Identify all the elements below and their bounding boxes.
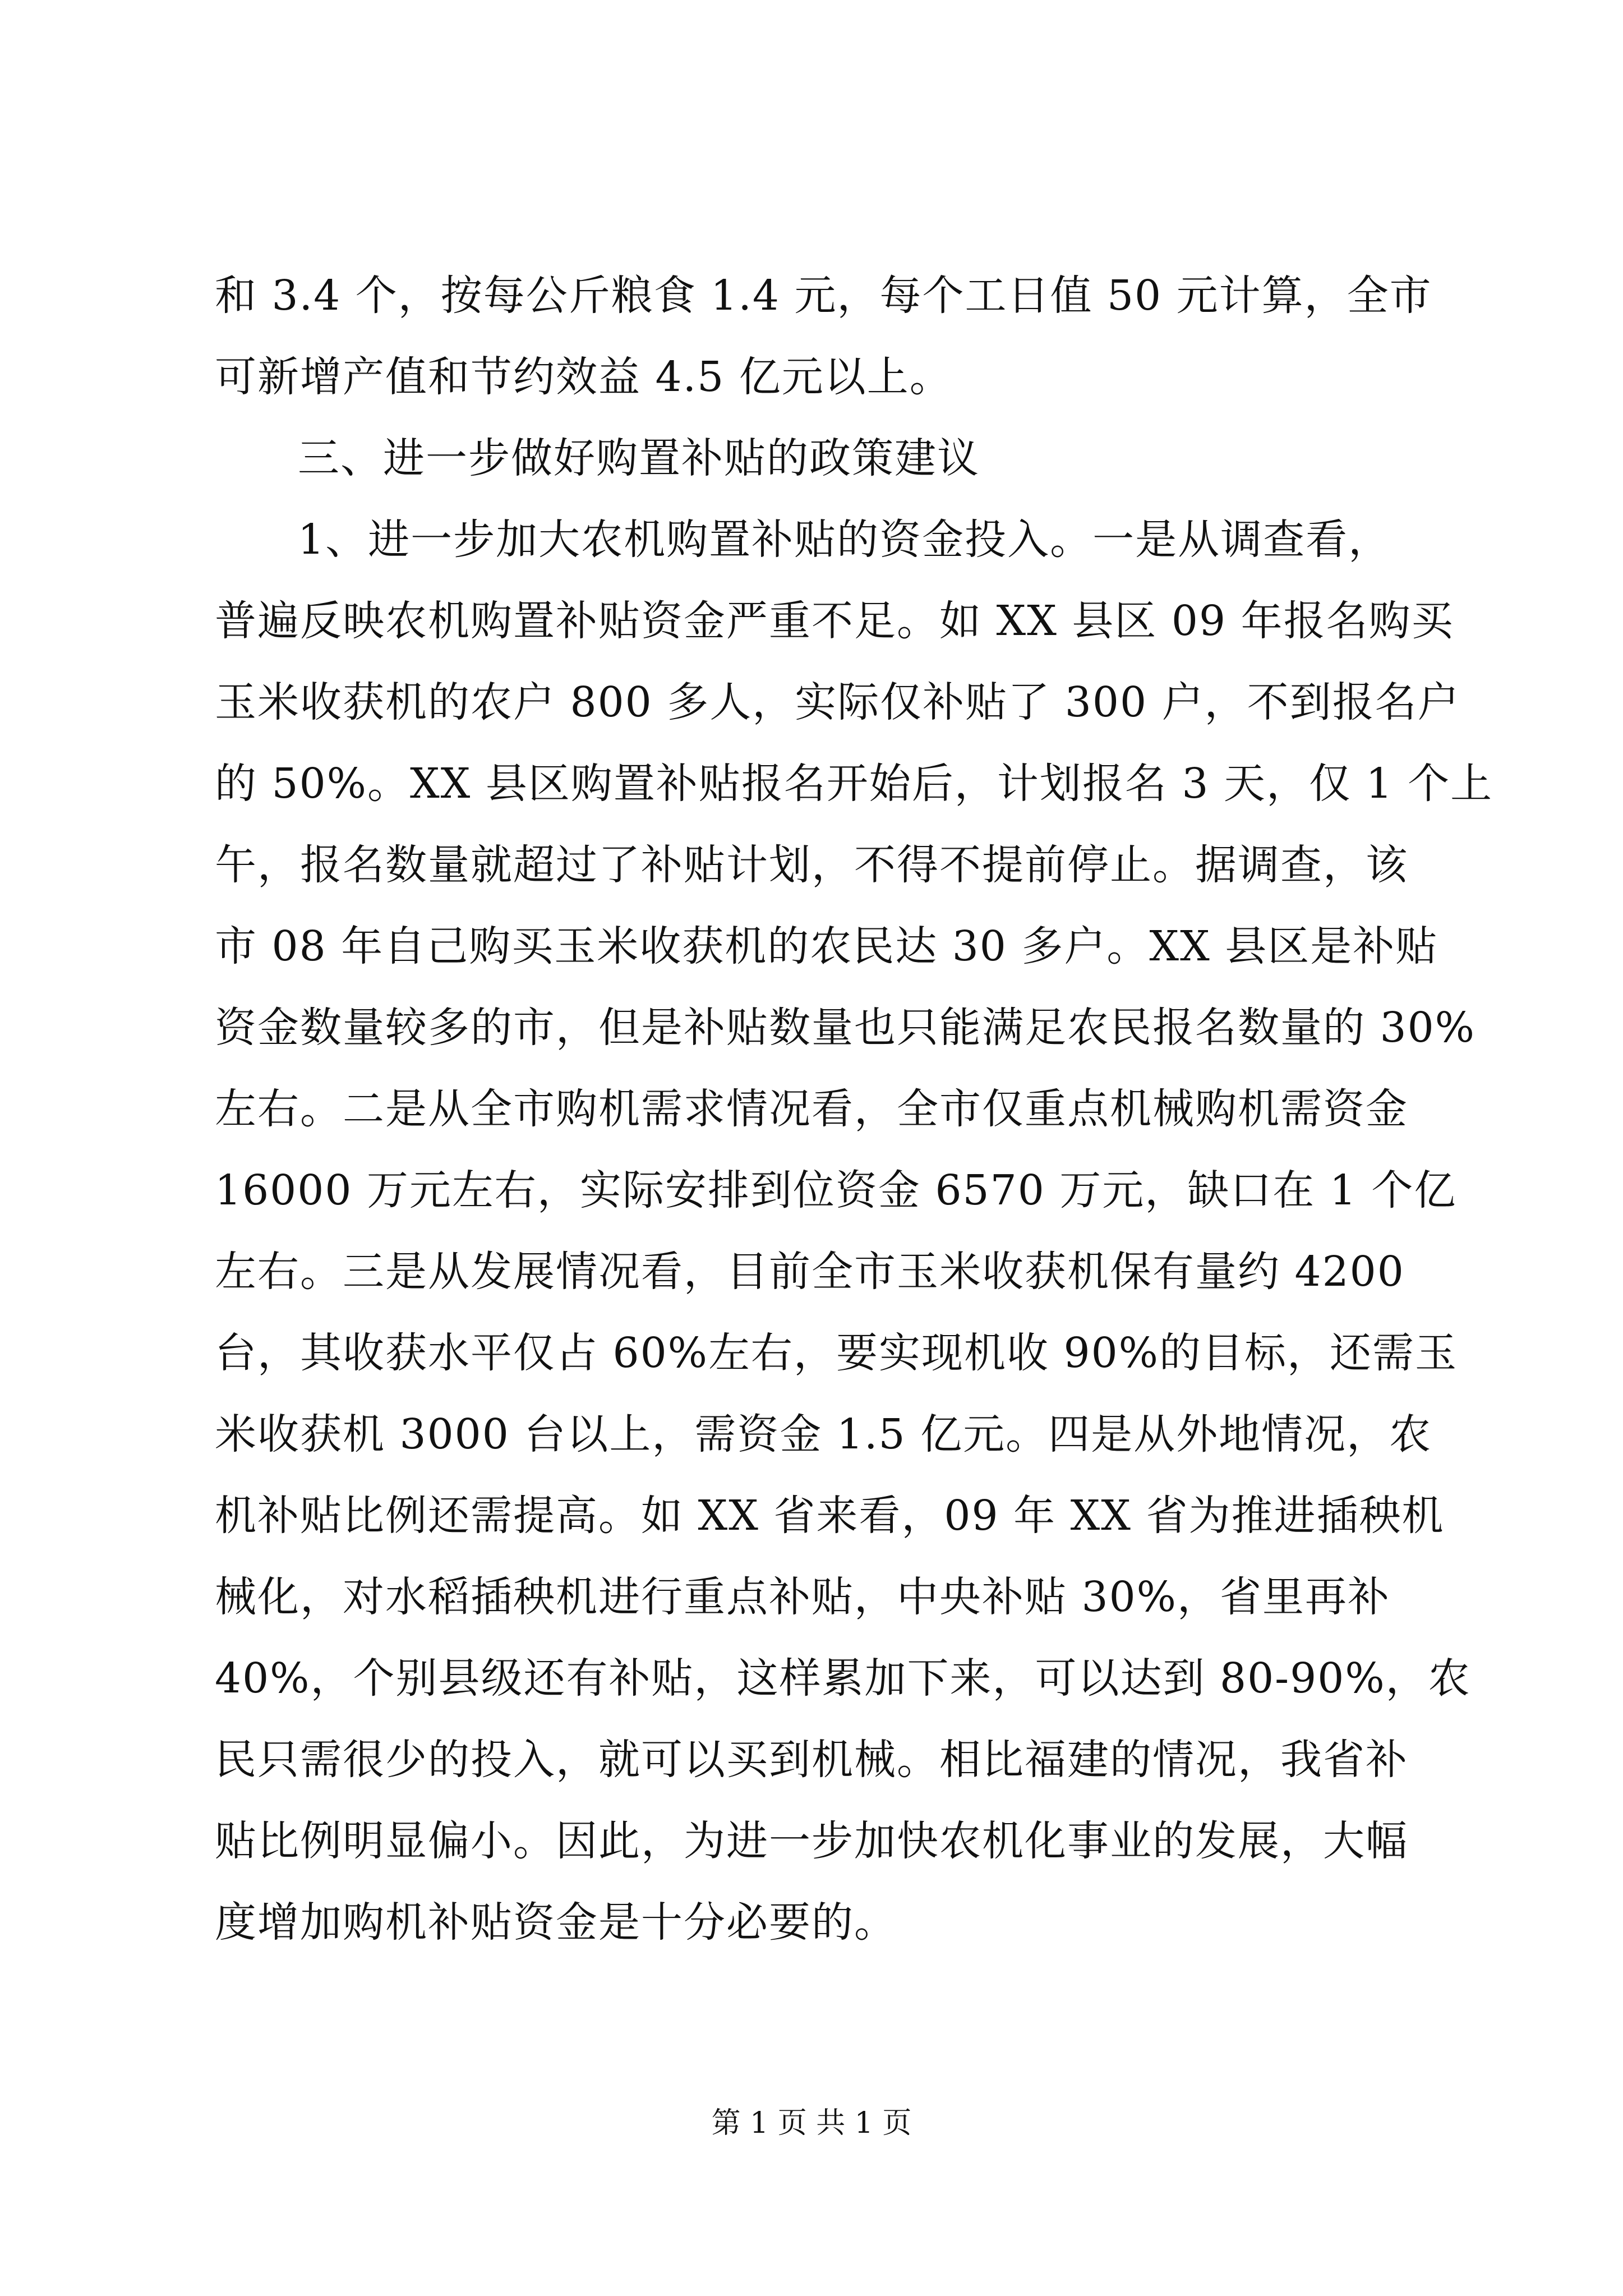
body-text xyxy=(215,255,1493,1963)
text-line: 左右。三是从发展情况看，目前全市玉米收获机保有量约 4200 xyxy=(215,1248,1405,1296)
text-line: 16000 万元左右，实际安排到位资金 6570 万元，缺口在 1 个亿 xyxy=(215,1166,1457,1214)
text-line: 台，其收获水平仅占 60%左右，要实现机收 90%的目标，还需玉 xyxy=(215,1329,1458,1377)
text-line: 市 08 年自己购买玉米收获机的农民达 30 多户。XX 县区是补贴 xyxy=(215,922,1438,970)
text-line: 左右。二是从全市购机需求情况看，全市仅重点机械购机需资金 xyxy=(215,1085,1408,1133)
text-line: 普遍反映农机购置补贴资金严重不足。如 XX 县区 09 年报名购买 xyxy=(215,597,1454,645)
text-line: 1、进一步加大农机购置补贴的资金投入。一是从调查看， xyxy=(298,516,1391,564)
text-line: 度增加购机补贴资金是十分必要的。 xyxy=(215,1898,897,1947)
text-line: 资金数量较多的市，但是补贴数量也只能满足农民报名数量的 30% xyxy=(215,1004,1476,1052)
text-line: 可新增产值和节约效益 4.5 亿元以上。 xyxy=(215,353,952,401)
text-line: 机补贴比例还需提高。如 XX 省来看，09 年 XX 省为推进插秧机 xyxy=(215,1492,1445,1540)
text-line: 械化，对水稻插秧机进行重点补贴，中央补贴 30%，省里再补 xyxy=(215,1573,1390,1621)
text-line: 民只需很少的投入，就可以买到机械。相比福建的情况，我省补 xyxy=(215,1736,1408,1784)
text-line: 玉米收获机的农户 800 多人，实际仅补贴了 300 户，不到报名户 xyxy=(215,678,1460,726)
page-footer xyxy=(0,2101,1623,2146)
section-heading: 三、进一步做好购置补贴的政策建议 xyxy=(298,434,980,482)
text-line: 40%，个别县级还有补贴，这样累加下来，可以达到 80-90%，农 xyxy=(215,1654,1471,1703)
text-line: 米收获机 3000 台以上，需资金 1.5 亿元。四是从外地情况，农 xyxy=(215,1410,1432,1458)
text-line: 午，报名数量就超过了补贴计划，不得不提前停止。据调查，该 xyxy=(215,841,1408,889)
text-line: 的 50%。XX 县区购置补贴报名开始后，计划报名 3 天，仅 1 个上 xyxy=(215,760,1493,808)
text-line: 贴比例明显偏小。因此，为进一步加快农机化事业的发展，大幅 xyxy=(215,1817,1408,1865)
page-number-label: 第 1 页 共 1 页 xyxy=(711,2106,912,2140)
text-line: 和 3.4 个，按每公斤粮食 1.4 元，每个工日值 50 元计算，全市 xyxy=(215,272,1432,320)
